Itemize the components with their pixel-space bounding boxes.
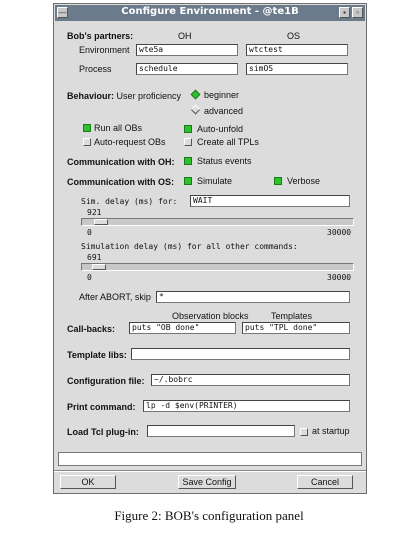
- environment-label: Environment: [79, 45, 130, 55]
- sim-delay-command-field[interactable]: WAIT: [190, 195, 350, 207]
- process-os-field[interactable]: simOS: [246, 63, 348, 75]
- status-bar: [58, 452, 362, 466]
- at-startup-label[interactable]: at startup: [312, 426, 350, 436]
- partners-label: Bob's partners:: [67, 31, 134, 41]
- beginner-radio[interactable]: [191, 90, 201, 100]
- sim-delay-slider[interactable]: [81, 218, 354, 226]
- tpl-callback-field[interactable]: puts "TPL done": [242, 322, 350, 334]
- proficiency-label: User proficiency: [116, 91, 182, 101]
- environment-os-field[interactable]: wtctest: [246, 44, 348, 56]
- verbose-checkbox[interactable]: [274, 177, 282, 185]
- config-file-field[interactable]: ~/.bobrc: [151, 374, 350, 386]
- minimize-icon: ▪: [343, 8, 346, 17]
- sim-delay-other-max: 30000: [327, 273, 352, 282]
- verbose-label[interactable]: Verbose: [287, 176, 321, 186]
- sim-delay-label: Sim. delay (ms) for:: [81, 197, 178, 206]
- sim-delay-slider-handle[interactable]: [94, 219, 108, 225]
- auto-unfold-label[interactable]: Auto-unfold: [197, 124, 244, 134]
- beginner-label[interactable]: beginner: [204, 90, 240, 100]
- create-all-tpls-checkbox[interactable]: [184, 138, 192, 146]
- callbacks-label: Call-backs:: [67, 324, 116, 334]
- auto-request-obs-checkbox[interactable]: [83, 138, 91, 146]
- abort-label: After ABORT, skip: [79, 292, 151, 302]
- sim-delay-other-label: Simulation delay (ms) for all other commands:: [81, 242, 298, 251]
- run-all-obs-checkbox[interactable]: [83, 124, 91, 132]
- sim-delay-other-slider-handle[interactable]: [92, 264, 106, 270]
- tcl-plugin-label: Load Tcl plug-in:: [67, 427, 139, 437]
- status-events-checkbox[interactable]: [184, 157, 192, 165]
- sim-delay-max: 30000: [327, 228, 352, 237]
- maximize-icon: ▫: [356, 8, 359, 17]
- at-startup-checkbox[interactable]: [300, 428, 308, 436]
- advanced-label[interactable]: advanced: [204, 106, 244, 116]
- sim-delay-min: 0: [87, 228, 92, 237]
- advanced-radio[interactable]: [191, 105, 201, 115]
- ob-callback-header: Observation blocks: [172, 311, 249, 321]
- maximize-button[interactable]: [352, 7, 363, 18]
- configure-environment-window: [53, 3, 367, 494]
- divider: [54, 470, 366, 472]
- cancel-button[interactable]: Cancel: [297, 475, 353, 489]
- ob-callback-field[interactable]: puts "OB done": [129, 322, 236, 334]
- sim-delay-other-value: 691: [87, 253, 102, 262]
- template-libs-label: Template libs:: [67, 350, 127, 360]
- menu-icon: —: [58, 8, 67, 17]
- simulate-label[interactable]: Simulate: [197, 176, 233, 186]
- behaviour-row: [67, 91, 181, 101]
- print-command-label: Print command:: [67, 402, 136, 412]
- sim-delay-value: 921: [87, 208, 102, 217]
- sim-delay-other-min: 0: [87, 273, 92, 282]
- tpl-callback-header: Templates: [271, 311, 313, 321]
- print-command-field[interactable]: lp -d $env(PRINTER): [143, 400, 350, 412]
- title-bar[interactable]: [55, 5, 365, 21]
- sim-delay-other-slider[interactable]: [81, 263, 354, 271]
- template-libs-field[interactable]: [131, 348, 350, 360]
- process-oh-field[interactable]: schedule: [136, 63, 238, 75]
- figure-caption: Figure 2: BOB's configuration panel: [114, 508, 304, 523]
- simulate-checkbox[interactable]: [184, 177, 192, 185]
- ok-button[interactable]: OK: [60, 475, 116, 489]
- auto-request-obs-label[interactable]: Auto-request OBs: [94, 137, 166, 147]
- status-events-label[interactable]: Status events: [197, 156, 252, 166]
- oh-column-header: OH: [178, 31, 192, 41]
- save-config-button[interactable]: Save Config: [178, 475, 236, 489]
- create-all-tpls-label[interactable]: Create all TPLs: [197, 137, 259, 147]
- behaviour-label: Behaviour:: [67, 91, 115, 101]
- environment-oh-field[interactable]: wte5a: [136, 44, 238, 56]
- abort-skip-field[interactable]: *: [156, 291, 350, 303]
- run-all-obs-label[interactable]: Run all OBs: [94, 123, 143, 133]
- config-file-label: Configuration file:: [67, 376, 145, 386]
- minimize-button[interactable]: [339, 7, 350, 18]
- oh-communication-label: Communication with OH:: [67, 157, 175, 167]
- os-column-header: OS: [287, 31, 301, 41]
- process-label: Process: [79, 64, 112, 74]
- auto-unfold-checkbox[interactable]: [184, 125, 192, 133]
- os-communication-label: Communication with OS:: [67, 177, 174, 187]
- window-title: Configure Environment - @te1B: [121, 6, 299, 17]
- tcl-plugin-field[interactable]: [147, 425, 295, 437]
